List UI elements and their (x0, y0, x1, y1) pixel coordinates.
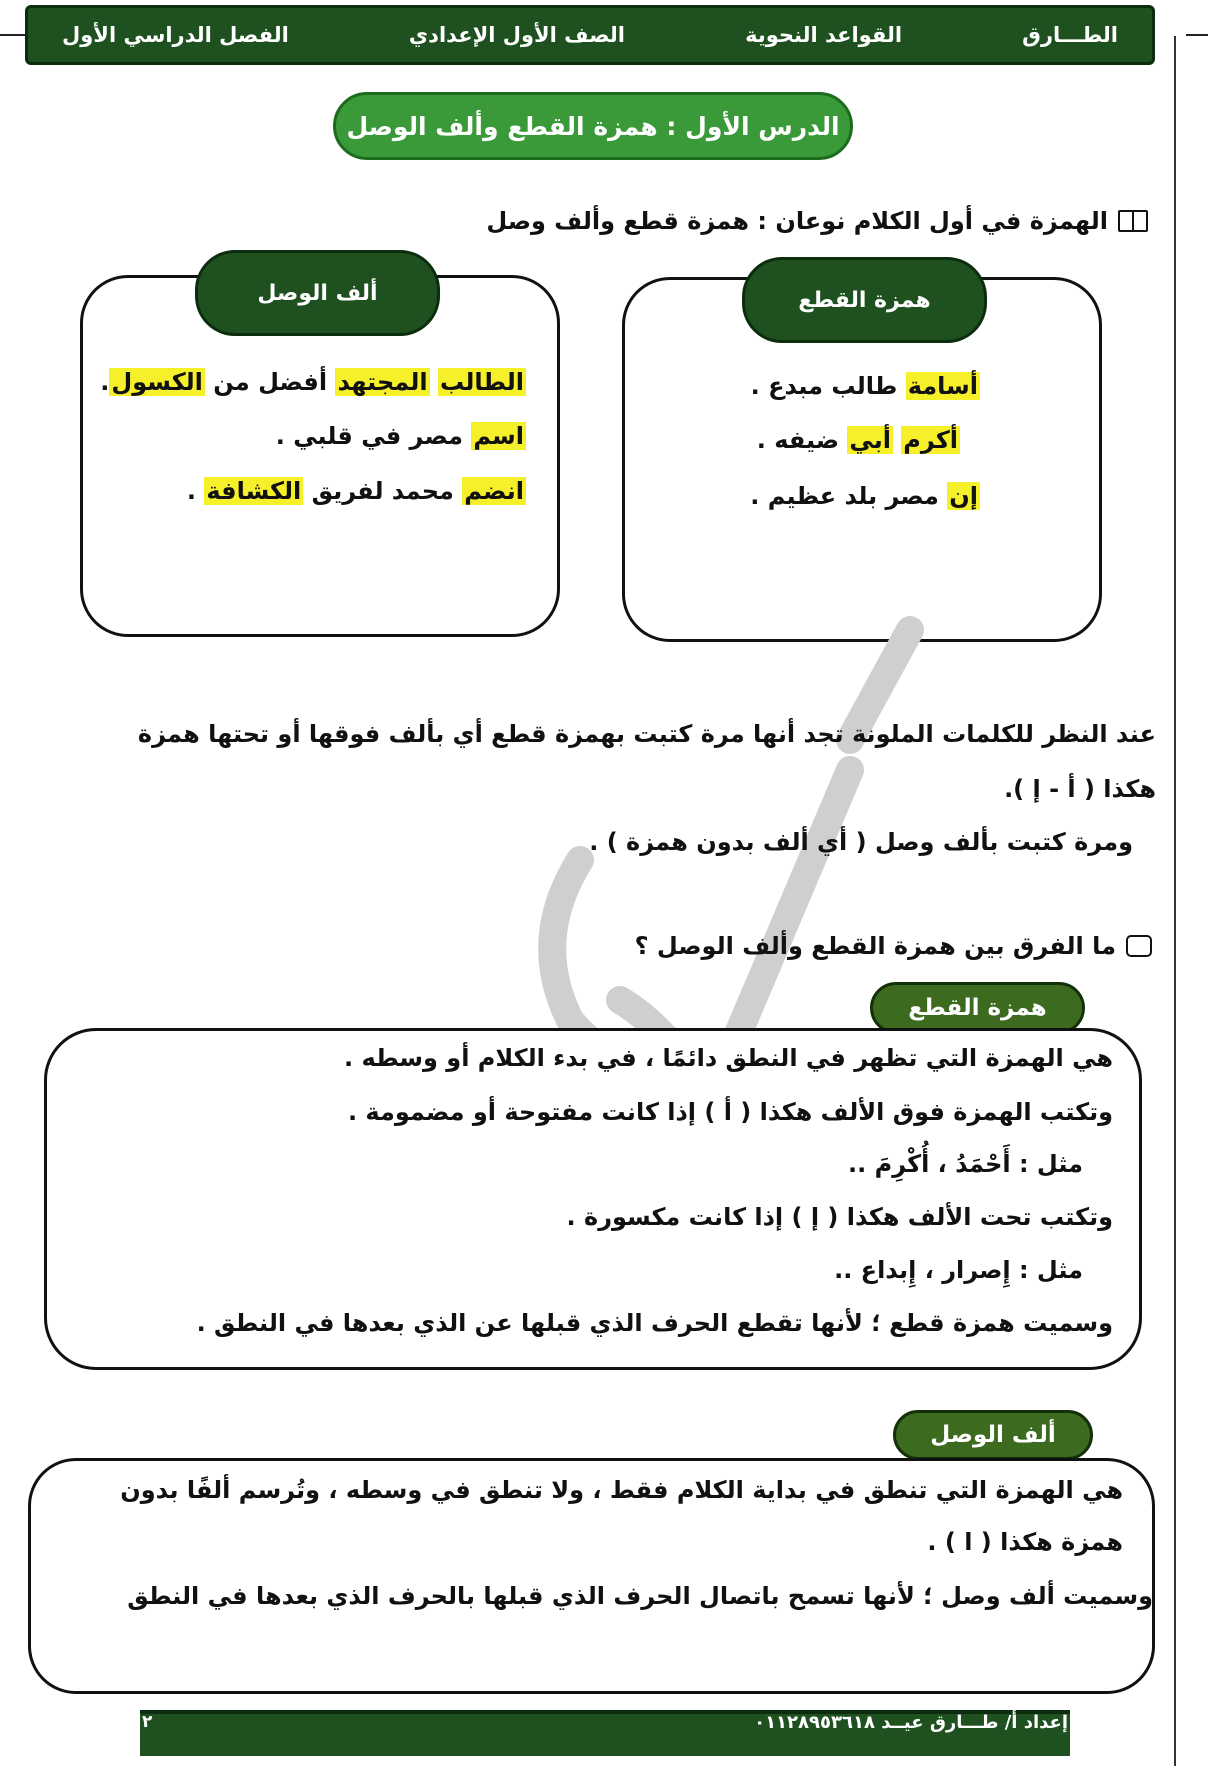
intro-text: الهمزة في أول الكلام نوعان : همزة قطع وألف وصل (486, 207, 1108, 235)
page-border-right (1174, 36, 1176, 1766)
highlight-word: الطالب (439, 368, 524, 396)
highlight-word: انضم (464, 477, 524, 505)
qat-example-2 (757, 426, 960, 454)
qat-def-line-5: مثل : إِصرار ، إِبداع .. (834, 1256, 1083, 1284)
qat-def-line-3: مثل : أَحْمَدُ ، أُكْرِمَ .. (848, 1150, 1083, 1178)
explanation-line-2: هكذا ( أ - إ ). (1004, 775, 1156, 803)
header-rule-left (0, 34, 27, 36)
checkbox-icon (1126, 935, 1152, 957)
page-number: ٢ (142, 1712, 153, 1732)
qat-def-line-6: وسميت همزة قطع ؛ لأنها تقطع الحرف الذي قبلها عن الذي بعدها في النطق . (196, 1309, 1113, 1337)
wasl-def-line-2: همزة هكذا ( ا ) . (927, 1528, 1123, 1556)
highlight-word: المجتهد (337, 368, 428, 396)
highlight-word: الكسول (111, 368, 203, 396)
highlight-word: اسم (473, 422, 524, 450)
qat-section-label (870, 982, 1085, 1034)
example-text: . (186, 477, 205, 505)
qat-def-line-1: هي الهمزة التي تظهر في النطق دائمًا ، في بدء الكلام أو وسطه . (344, 1044, 1113, 1072)
lesson-title-text: الدرس الأول : همزة القطع وألف الوصل (346, 111, 840, 141)
wasl-box-title-text: ألف الوصل (257, 280, 378, 306)
qat-box-title-text: همزة القطع (798, 287, 931, 313)
wasl-example-1 (100, 368, 526, 396)
qat-section-label-text: همزة القطع (908, 995, 1047, 1021)
book-icon (1118, 210, 1148, 232)
wasl-section-label-text: ألف الوصل (930, 1422, 1056, 1448)
lesson-title (333, 92, 853, 160)
footer-credit: إعداد أ/ طـــارق عيــد ٠١١٢٨٩٥٣٦١٨ (754, 1712, 1068, 1733)
wasl-box-title (195, 250, 440, 336)
explanation-line-3: ومرة كتبت بألف وصل ( أي ألف بدون همزة ) . (589, 828, 1133, 856)
example-text: مصر بلد عظيم . (750, 482, 948, 510)
header-bar (25, 5, 1155, 65)
question-line (635, 932, 1152, 960)
example-text: مصر في قلبي . (275, 422, 472, 450)
qat-def-line-4: وتكتب تحت الألف هكذا ( إ ) إذا كانت مكسورة . (566, 1203, 1113, 1231)
highlight-word: إن (949, 482, 978, 510)
intro-line (486, 207, 1148, 235)
header-grade: الصف الأول الإعدادي (408, 23, 625, 47)
highlight-word: أكرم (903, 426, 958, 454)
qat-def-line-2: وتكتب الهمزة فوق الألف هكذا ( أ ) إذا كانت مفتوحة أو مضمومة . (347, 1098, 1113, 1126)
example-text: طالب مبدع . (750, 372, 906, 400)
wasl-def-line-1: هي الهمزة التي تنطق في بداية الكلام فقط ، ولا تنطق في وسطه ، وتُرسم ألفًا بدون (120, 1476, 1123, 1504)
qat-example-1 (751, 372, 980, 400)
question-text: ما الفرق بين همزة القطع وألف الوصل ؟ (634, 932, 1116, 960)
explanation-line-1: عند النظر للكلمات الملونة تجد أنها مرة كتبت بهمزة قطع أي بألف فوقها أو تحتها همزة (137, 720, 1156, 748)
header-term: الفصل الدراسي الأول (62, 23, 289, 47)
qat-example-3 (750, 482, 980, 510)
highlight-word: الكشافة (206, 477, 302, 505)
example-text: ضيفه . (756, 426, 848, 454)
highlight-word: أبي (849, 426, 891, 454)
wasl-example-2 (276, 422, 526, 450)
example-text: . (100, 368, 110, 396)
wasl-def-line-3: وسميت ألف وصل ؛ لأنها تسمح باتصال الحرف الذي قبلها بالحرف الذي بعدها في النطق (127, 1582, 1153, 1610)
example-text: محمد لفريق (303, 477, 463, 505)
header-rule-right (1186, 34, 1208, 36)
header-author: الطـــارق (1022, 23, 1118, 47)
highlight-word: أسامة (907, 372, 978, 400)
wasl-example-3 (187, 477, 526, 505)
header-subject: القواعد النحوية (745, 23, 903, 47)
wasl-section-label (893, 1410, 1093, 1460)
example-text: أفضل من (204, 368, 336, 396)
qat-box-title (742, 257, 987, 343)
